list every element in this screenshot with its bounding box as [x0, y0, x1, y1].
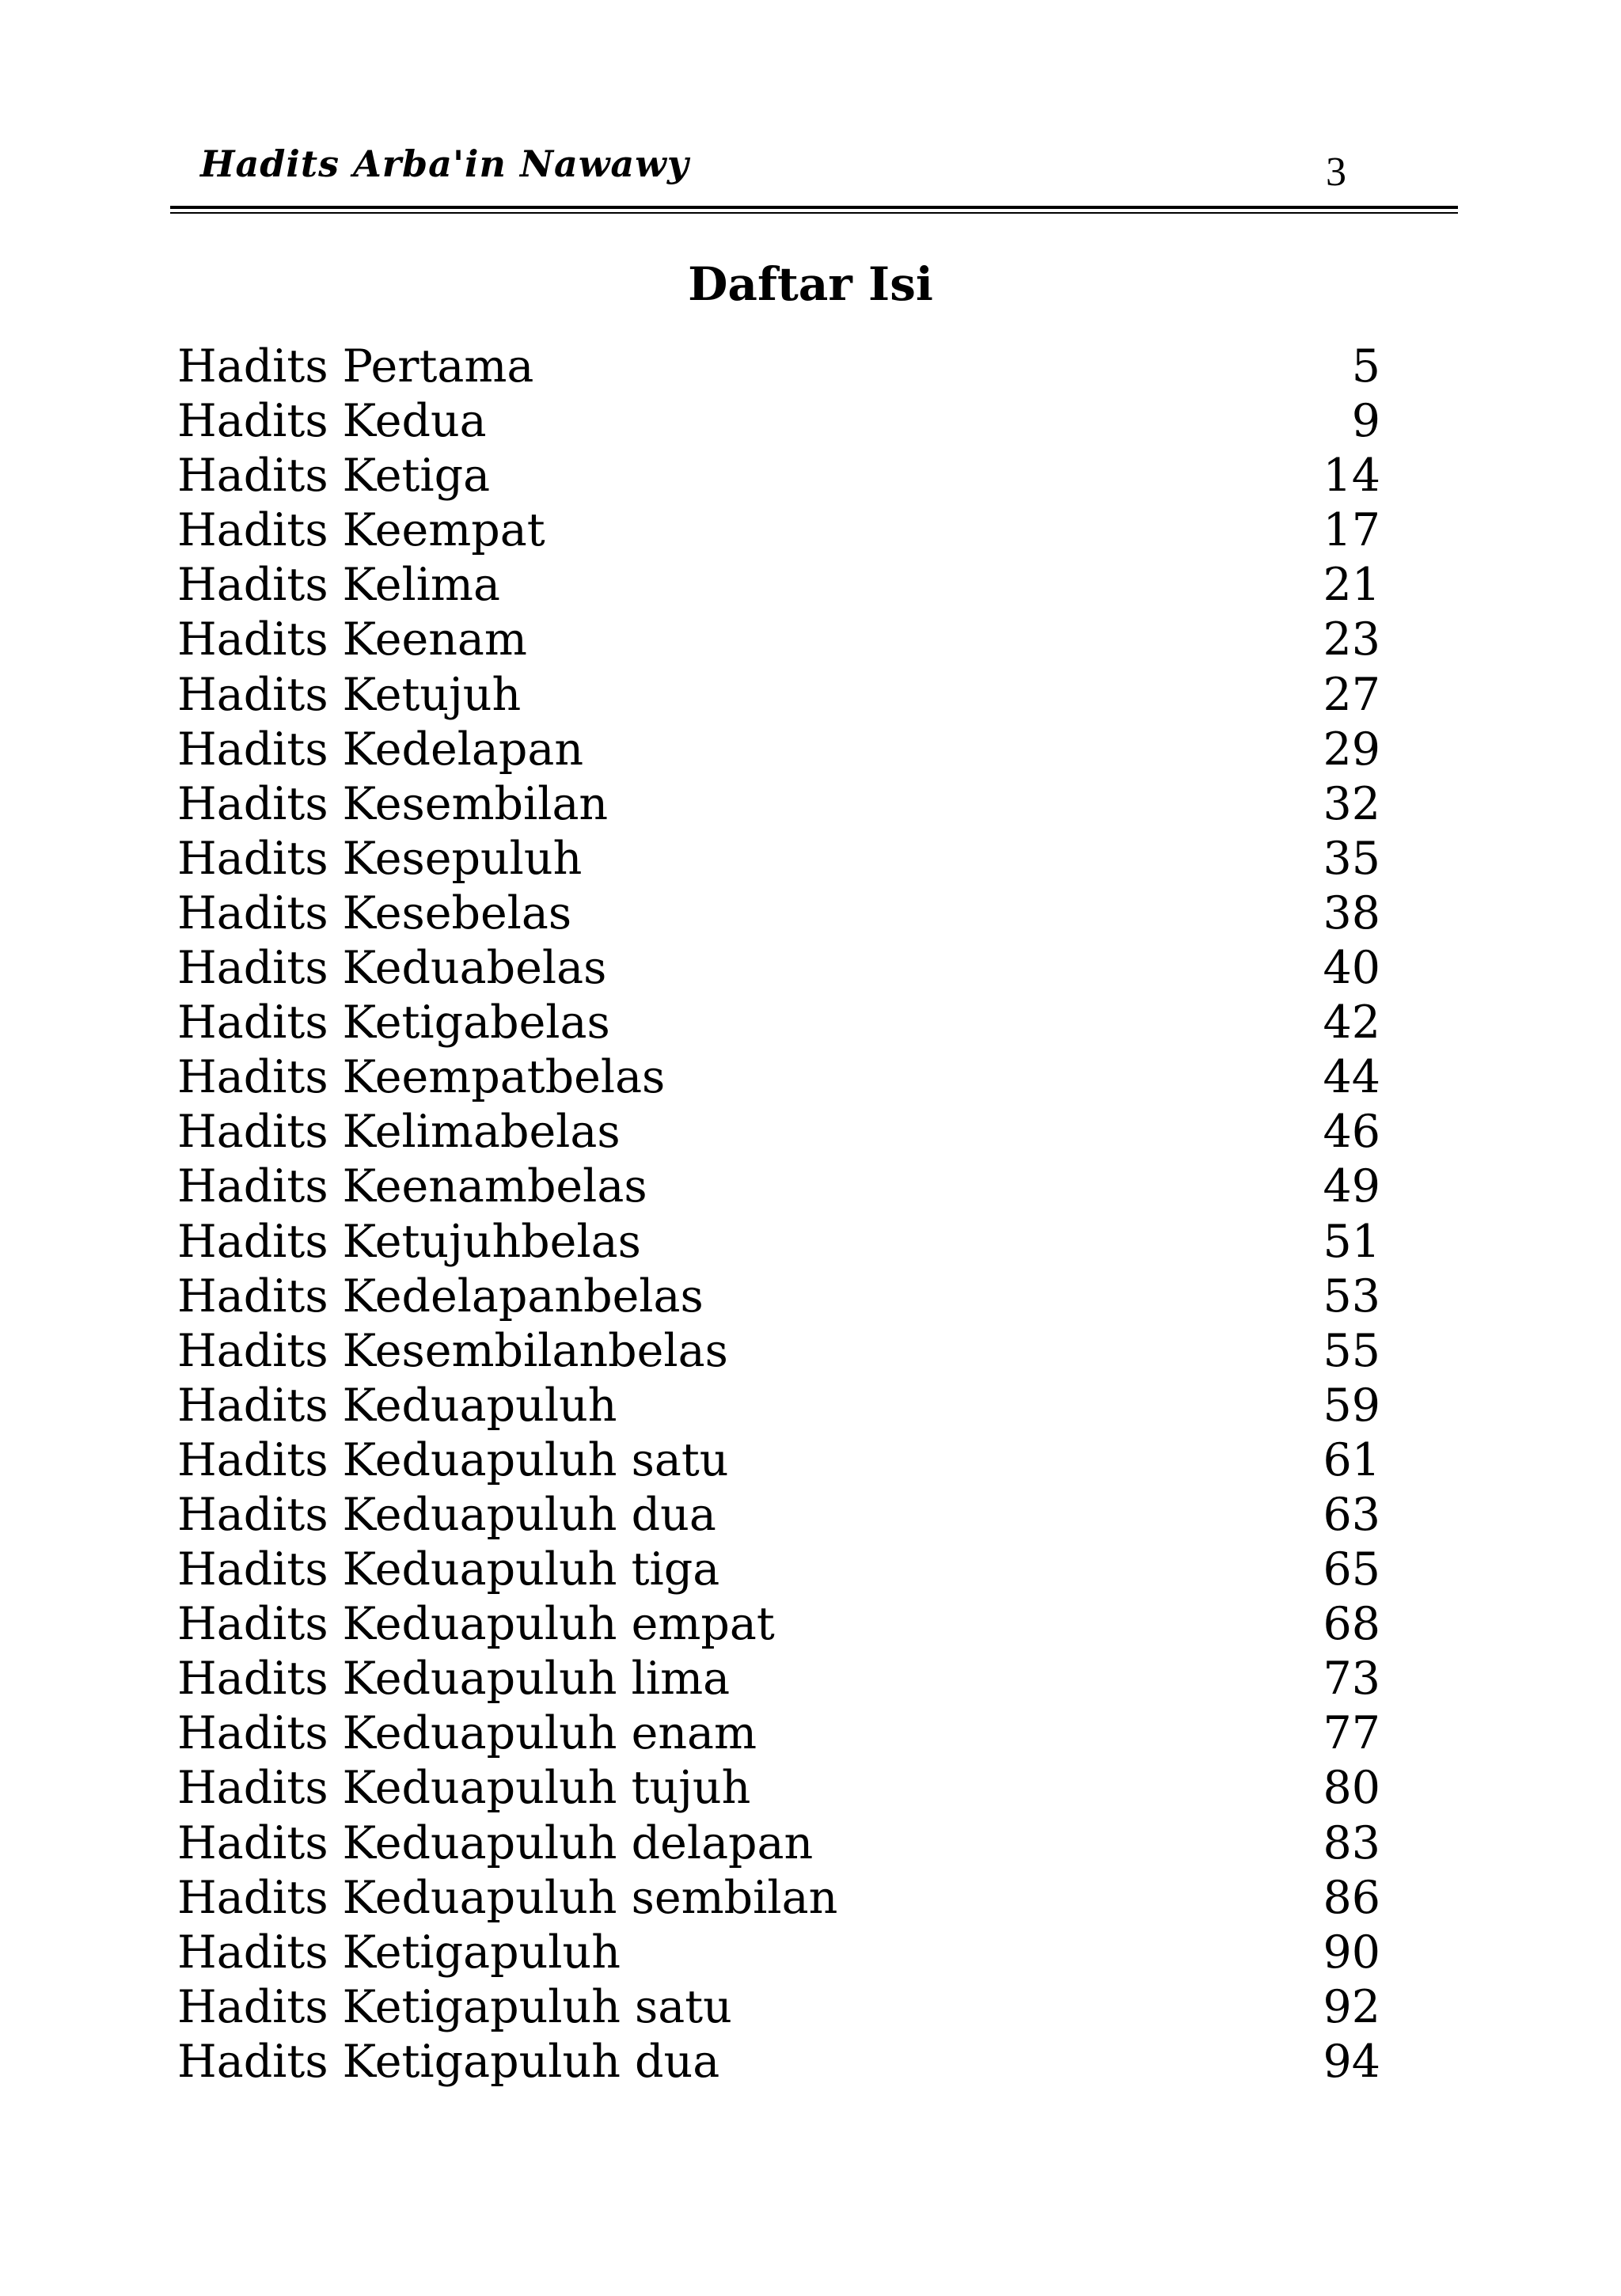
toc-entry-page: 42 — [1323, 996, 1380, 1049]
toc-entry — [177, 1324, 1380, 1379]
toc-entry — [177, 613, 1380, 667]
toc-entry — [177, 1433, 1380, 1488]
toc-entry-page: 38 — [1323, 886, 1380, 939]
toc-entry-label: Hadits Keduabelas — [177, 942, 607, 995]
toc-entry-label: Hadits Kedelapan — [177, 723, 584, 776]
toc-entry-label: Hadits Kelima — [177, 559, 500, 612]
toc-entry-page: 40 — [1323, 942, 1380, 995]
toc-entry-label: Hadits Ketujuh — [177, 668, 522, 721]
toc-entry-page: 44 — [1323, 1051, 1380, 1104]
toc-entry-label: Hadits Keempatbelas — [177, 1051, 666, 1104]
toc-entry-label: Hadits Keduapuluh tujuh — [177, 1762, 751, 1815]
toc-entry-page: 14 — [1323, 450, 1380, 503]
toc-entry-page: 63 — [1323, 1488, 1380, 1541]
toc-entry — [177, 1050, 1380, 1105]
toc-entry-label: Hadits Keduapuluh satu — [177, 1433, 729, 1486]
toc-entry — [177, 996, 1380, 1050]
toc-entry — [177, 1761, 1380, 1816]
toc-entry — [177, 1706, 1380, 1761]
toc-entry — [177, 1269, 1380, 1324]
toc-entry — [177, 449, 1380, 503]
toc-entry-label: Hadits Kesembilan — [177, 777, 609, 830]
toc-entry-page: 86 — [1323, 1871, 1380, 1924]
toc-entry-label: Hadits Kesembilanbelas — [177, 1324, 728, 1377]
toc-entry-label: Hadits Keduapuluh lima — [177, 1653, 731, 1706]
page-number: 3 — [1326, 150, 1346, 195]
toc-entry — [177, 1105, 1380, 1159]
toc-entry-page: 73 — [1323, 1653, 1380, 1706]
toc-entry — [177, 723, 1380, 777]
toc-entry — [177, 832, 1380, 886]
toc-entry — [177, 668, 1380, 723]
toc-entry-label: Hadits Ketigabelas — [177, 996, 610, 1049]
toc-entry-label: Hadits Ketujuhbelas — [177, 1215, 641, 1268]
toc-entry-label: Hadits Ketigapuluh satu — [177, 1980, 732, 2033]
toc-entry-label: Hadits Kesebelas — [177, 886, 572, 939]
toc-entry-label: Hadits Ketigapuluh — [177, 1926, 621, 1979]
toc-entry-page: 27 — [1323, 668, 1380, 721]
toc-entry-page: 46 — [1323, 1106, 1380, 1159]
toc-entry-page: 32 — [1323, 777, 1380, 830]
toc-entry-label: Hadits Keduapuluh — [177, 1379, 617, 1432]
toc-entry — [177, 1980, 1380, 2035]
toc-entry-page: 94 — [1323, 2035, 1380, 2088]
toc-entry-label: Hadits Ketiga — [177, 450, 491, 503]
toc-entry-label: Hadits Pertama — [177, 340, 534, 393]
toc-entry — [177, 1597, 1380, 1652]
toc-entry-page: 5 — [1351, 340, 1380, 393]
toc-entry-page: 90 — [1323, 1926, 1380, 1979]
toc-entry-page: 23 — [1323, 613, 1380, 666]
toc-entry-page: 17 — [1323, 504, 1380, 557]
toc-entry-label: Hadits Keempat — [177, 504, 545, 557]
toc-entry-page: 55 — [1323, 1324, 1380, 1377]
toc-entry — [177, 1379, 1380, 1433]
toc-entry — [177, 2035, 1380, 2089]
toc-entry — [177, 1159, 1380, 1214]
toc-entry-page: 92 — [1323, 1980, 1380, 2033]
toc-entry — [177, 394, 1380, 449]
toc-entry-page: 59 — [1323, 1379, 1380, 1432]
running-title: Hadits Arba'in Nawawy — [200, 142, 689, 185]
toc-entry — [177, 1926, 1380, 1980]
toc-entry-label: Hadits Kedelapanbelas — [177, 1269, 704, 1323]
toc-entry-page: 83 — [1323, 1816, 1380, 1869]
toc-entry — [177, 1543, 1380, 1597]
toc-entry — [177, 1816, 1380, 1871]
toc-entry-page: 35 — [1323, 832, 1380, 885]
toc-entry-page: 51 — [1323, 1215, 1380, 1268]
toc-entry-label: Hadits Keduapuluh dua — [177, 1488, 716, 1541]
toc-entry — [177, 558, 1380, 613]
toc-entry-page: 77 — [1323, 1707, 1380, 1760]
toc-entry-label: Hadits Kelimabelas — [177, 1106, 621, 1159]
toc-entry — [177, 1652, 1380, 1706]
toc-entry-label: Hadits Keduapuluh delapan — [177, 1816, 814, 1869]
toc-entry-page: 53 — [1323, 1269, 1380, 1323]
toc-entry — [177, 1871, 1380, 1926]
toc-entry-page: 68 — [1323, 1598, 1380, 1651]
toc-entry-label: Hadits Ketigapuluh dua — [177, 2035, 720, 2088]
toc-entry-page: 29 — [1323, 723, 1380, 776]
toc-list — [177, 340, 1380, 2089]
toc-entry-label: Hadits Keenam — [177, 613, 527, 666]
toc-entry-label: Hadits Kedua — [177, 395, 487, 448]
toc-entry — [177, 1215, 1380, 1269]
toc-entry — [177, 886, 1380, 941]
toc-entry-label: Hadits Keduapuluh empat — [177, 1598, 775, 1651]
toc-entry-page: 21 — [1323, 559, 1380, 612]
toc-entry — [177, 1488, 1380, 1543]
toc-entry — [177, 777, 1380, 832]
toc-entry-label: Hadits Kesepuluh — [177, 832, 583, 885]
toc-entry-page: 9 — [1351, 395, 1380, 448]
toc-entry — [177, 941, 1380, 996]
toc-title: Daftar Isi — [688, 257, 933, 311]
toc-entry-page: 49 — [1323, 1160, 1380, 1213]
toc-entry-label: Hadits Keduapuluh tiga — [177, 1543, 720, 1596]
toc-entry-label: Hadits Keenambelas — [177, 1160, 647, 1213]
toc-entry-page: 80 — [1323, 1762, 1380, 1815]
toc-entry — [177, 340, 1380, 394]
page-header — [172, 141, 1391, 204]
header-rule — [170, 206, 1458, 214]
toc-entry — [177, 503, 1380, 558]
toc-entry-label: Hadits Keduapuluh sembilan — [177, 1871, 838, 1924]
toc-entry-page: 61 — [1323, 1433, 1380, 1486]
toc-entry-page: 65 — [1323, 1543, 1380, 1596]
toc-entry-label: Hadits Keduapuluh enam — [177, 1707, 757, 1760]
